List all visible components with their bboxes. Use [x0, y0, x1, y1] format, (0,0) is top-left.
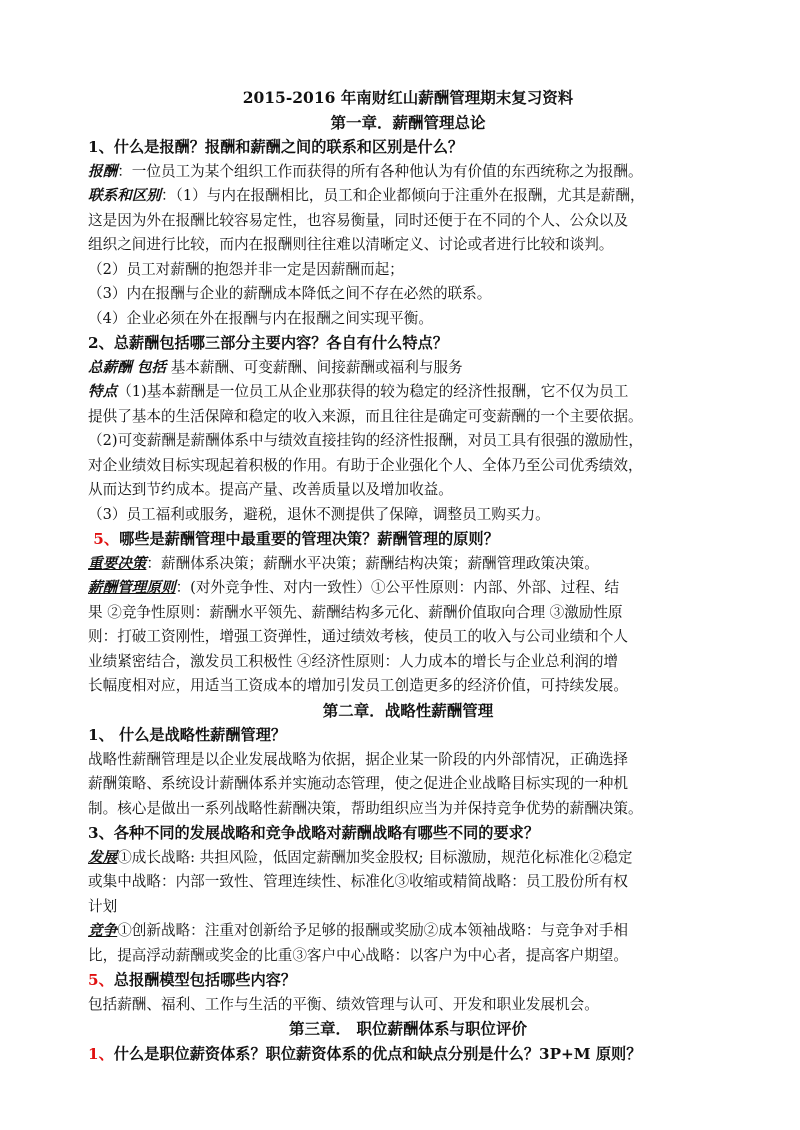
chapter-1-heading: 第一章．薪酬管理总论: [330, 112, 486, 132]
question-text: 什么是职位薪资体系？职位薪资体系的优点和缺点分别是什么？3P+M 原则？: [113, 1044, 642, 1063]
paragraph-line: [88, 919, 728, 944]
question-number: 5、: [93, 530, 120, 548]
document-page: [88, 86, 728, 1066]
question-2-1: 1、 什么是战略性薪酬管理？: [88, 726, 287, 744]
line-text: 基本薪酬、可变薪酬、间接薪酬或福利与服务: [166, 358, 463, 376]
paragraph-line: [88, 552, 728, 577]
question-number: 2、: [88, 334, 114, 352]
document-title: 2015-2016 年南财红山薪酬管理期末复习资料: [242, 88, 574, 107]
paragraph-line: （2)可变薪酬是薪酬体系中与绩效直接挂钩的经济性报酬，对员工具有很强的激励性，: [88, 432, 643, 449]
paragraph-line: [88, 356, 728, 381]
paragraph-line: 战略性薪酬管理是以企业发展战略为依据，据企业某一阶段的内外部情况，正确选择: [88, 750, 628, 768]
line-text: ①创新战略：注重对创新给予足够的报酬或奖励②成本领袖战略：与竞争对手相: [117, 922, 628, 939]
term-label: 竞争: [88, 922, 118, 939]
paragraph-line: [88, 846, 728, 871]
term-label: 报酬: [88, 162, 118, 180]
paragraph-line: 长幅度相对应，用适当工资成本的增加引发员工创造更多的经济价值，可持续发展。: [88, 677, 628, 694]
line-text: ：薪酬体系决策；薪酬水平决策；薪酬结构决策；薪酬管理政策决策。: [146, 554, 599, 572]
paragraph-line: 或集中战略：内部一致性、管理连续性、标准化③收缩或精简战略：员工股份所有权: [88, 873, 628, 890]
line-text: ：一位员工为某个组织工作而获得的所有各种他认为有价值的东西统称之为报酬。: [117, 162, 643, 180]
paragraph-line: 薪酬策略、系统设计薪酬体系并实施动态管理，使之促进企业战略目标实现的一种机: [88, 775, 628, 792]
line-text: ：(对外竞争性、对内一致性）①公平性原则：内部、外部、过程、结: [175, 579, 620, 596]
paragraph-line: 计划: [88, 897, 118, 915]
question-text: 什么是报酬？报酬和薪酬之间的联系和区别是什么？: [113, 138, 464, 156]
term-label: 总薪酬 包括: [88, 358, 167, 376]
term-label: 薪酬管理原则: [88, 579, 176, 596]
question-2-5: [88, 968, 728, 993]
paragraph-line: [88, 380, 728, 405]
term-label: 发展: [88, 848, 118, 866]
paragraph-line: （4）企业必须在外在报酬与内在报酬之间实现平衡。: [88, 309, 433, 327]
paragraph-line: （3）内在报酬与企业的薪酬成本降低之间不存在必然的联系。: [88, 285, 492, 302]
paragraph-line: 比，提高浮动薪酬或奖金的比重③客户中心战略：以客户为中心者，提高客户期望。: [88, 946, 628, 964]
question-text: 总报酬模型包括哪些内容？: [113, 971, 297, 989]
paragraph-line: 从而达到节约成本。提高产量、改善质量以及增加收益。: [88, 481, 453, 498]
paragraph-line: 制。核心是做出一系列战略性薪酬决策，帮助组织应当为并保持竞争优势的薪酬决策。: [88, 799, 643, 817]
paragraph-line: 对企业绩效目标实现起着积极的作用。有助于企业强化个人、全体乃至公司优秀绩效，: [88, 456, 643, 474]
paragraph-line: 组织之间进行比较，而内在报酬则往往难以清晰定义、讨论或者进行比较和谈判。: [88, 236, 614, 253]
paragraph-line: 则：打破工资刚性，增强工资弹性，通过绩效考核，使员工的收入与公司业绩和个人: [88, 628, 628, 645]
term-label: 重要决策: [88, 554, 147, 572]
paragraph-line: 果 ②竞争性原则：薪酬水平领先、薪酬结构多元化、薪酬价值取向合理 ③激励性原: [88, 603, 623, 621]
question-1-5: [88, 527, 728, 552]
line-text: ①成长战略: 共担风险，低固定薪酬加奖金股权; 目标激励，规范化标准化②稳定: [117, 848, 633, 866]
line-text: （1)基本薪酬是一位员工从企业那获得的较为稳定的经济性报酬，它不仅为员工: [117, 383, 629, 400]
question-text: 哪些是薪酬管理中最重要的管理决策？薪酬管理的原则？: [119, 530, 499, 548]
paragraph-line: 这是因为外在报酬比较容易定性，也容易衡量，同时还便于在不同的个人、公众以及: [88, 211, 628, 229]
chapter-3-heading: 第三章． 职位薪酬体系与职位评价: [289, 1019, 527, 1038]
question-number: 1、: [88, 1044, 114, 1063]
paragraph-line: 提供了基本的生活保障和稳定的收入来源，而且往往是确定可变薪酬的一个主要依据。: [88, 407, 643, 425]
question-3-1: [88, 1042, 728, 1067]
question-1-2: [88, 331, 728, 356]
paragraph-line: 业绩紧密结合，激发员工积极性 ④经济性原则：人力成本的增长与企业总利润的增: [88, 652, 619, 670]
question-number: 1、: [88, 138, 114, 156]
question-2-3: 3、各种不同的发展战略和竞争战略对薪酬战略有哪些不同的要求？: [88, 824, 540, 842]
chapter-2-heading: 第二章．战略性薪酬管理: [322, 700, 494, 720]
question-text: 总薪酬包括哪三部分主要内容？各自有什么特点？: [113, 334, 448, 352]
question-1-1: [88, 135, 728, 160]
term-label: 联系和区别: [88, 187, 161, 204]
paragraph-line: [88, 160, 728, 185]
paragraph-line: （3）员工福利或服务，避税，退休不测提供了保障，调整员工购买力。: [88, 505, 550, 523]
paragraph-line: （2）员工对薪酬的抱怨并非一定是因薪酬而起；: [88, 260, 404, 278]
term-label: 特点: [88, 383, 118, 400]
question-number: 5、: [88, 971, 114, 989]
paragraph-line: [88, 184, 728, 209]
paragraph-line: 包括薪酬、福利、工作与生活的平衡、绩效管理与认可、开发和职业发展机会。: [88, 995, 599, 1013]
paragraph-line: [88, 576, 728, 601]
line-text: ：（1）与内在报酬相比，员工和企业都倾向于注重外在报酬，尤其是薪酬，: [160, 187, 645, 204]
